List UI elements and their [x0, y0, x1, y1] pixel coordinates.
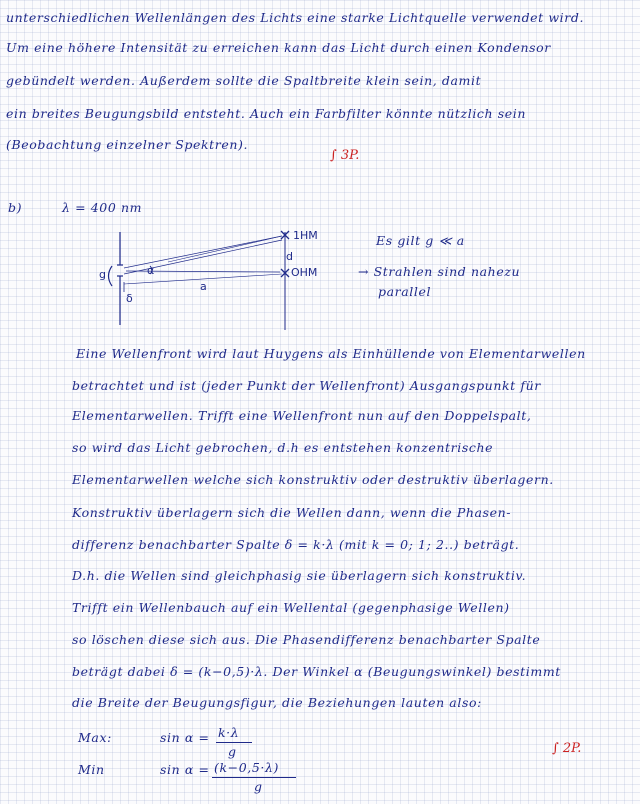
min-label: Min	[78, 762, 105, 777]
text-line: Elementarwellen welche sich konstruktiv oder destruktiv überlagern.	[72, 472, 554, 487]
text-line: die Breite der Beugungsfigur, die Beziehungen lauten also:	[72, 695, 482, 710]
text-line: D.h. die Wellen sind gleichphasig sie überlagern sich konstruktiv.	[72, 568, 527, 583]
text-line: Elementarwellen. Trifft eine Wellenfront nun auf den Doppelspalt,	[72, 408, 532, 423]
text-line: betrachtet und ist (jeder Punkt der Wellenfront) Ausgangspunkt für	[72, 378, 541, 393]
min-formula-numerator: (k−0,5·λ)	[214, 760, 279, 775]
max-formula-numerator: k·λ	[218, 725, 240, 740]
note-line: parallel	[378, 284, 432, 299]
points-annotation-bottom: ∫ 2P.	[552, 741, 582, 756]
text-line: (Beobachtung einzelner Spektren).	[6, 137, 249, 152]
min-fraction-bar	[212, 777, 296, 778]
path-difference-label: δ	[126, 292, 133, 305]
max-formula-denominator: g	[228, 744, 237, 759]
text-line: gebündelt werden. Außerdem sollte die Spaltbreite klein sein, damit	[6, 73, 482, 88]
note-line: Es gilt g ≪ a	[376, 233, 465, 248]
text-line: Trifft ein Wellenbauch auf ein Wellental (gegenphasige Wellen)	[72, 600, 510, 615]
distance-a-label: a	[200, 280, 207, 293]
part-label: b)	[8, 200, 23, 215]
text-line: Um eine höhere Intensität zu erreichen kann das Licht durch einen Kondensor	[6, 40, 551, 55]
slit-width-label: g	[99, 268, 106, 281]
text-line: so löschen diese sich aus. Die Phasendifferenz benachbarter Spalte	[72, 632, 541, 647]
text-line: Konstruktiv überlagern sich die Wellen dann, wenn die Phasen-	[72, 505, 512, 520]
max-label: Max:	[78, 730, 112, 745]
text-line: beträgt dabei δ = (k−0,5)·λ. Der Winkel α (Beugungswinkel) bestimmt	[72, 664, 561, 679]
max-fraction-bar	[216, 742, 252, 743]
min-formula-left: sin α =	[160, 762, 210, 777]
min-formula-denominator: g	[254, 779, 263, 794]
text-line: unterschiedlichen Wellenlängen des Lichts eine starke Lichtquelle verwendet wird.	[6, 10, 585, 25]
note-line: → Strahlen sind nahezu	[358, 264, 521, 279]
angle-alpha-label: α	[147, 264, 155, 277]
distance-d-label: d	[286, 250, 293, 263]
zero-maximum-label: OHM	[291, 266, 318, 279]
text-line: differenz benachbarter Spalte δ = k·λ (mit k = 0; 1; 2..) beträgt.	[72, 537, 520, 552]
text-line: ein breites Beugungsbild entsteht. Auch ein Farbfilter könnte nützlich sein	[6, 106, 527, 121]
first-maximum-label: 1HM	[293, 229, 318, 242]
text-line: so wird das Licht gebrochen, d.h es entstehen konzentrische	[72, 440, 494, 455]
lambda-value: λ = 400 nm	[62, 200, 143, 215]
max-formula-left: sin α =	[160, 730, 210, 745]
points-annotation-top: ∫ 3P.	[330, 148, 360, 163]
text-line: Eine Wellenfront wird laut Huygens als Einhüllende von Elementarwellen	[76, 346, 586, 361]
